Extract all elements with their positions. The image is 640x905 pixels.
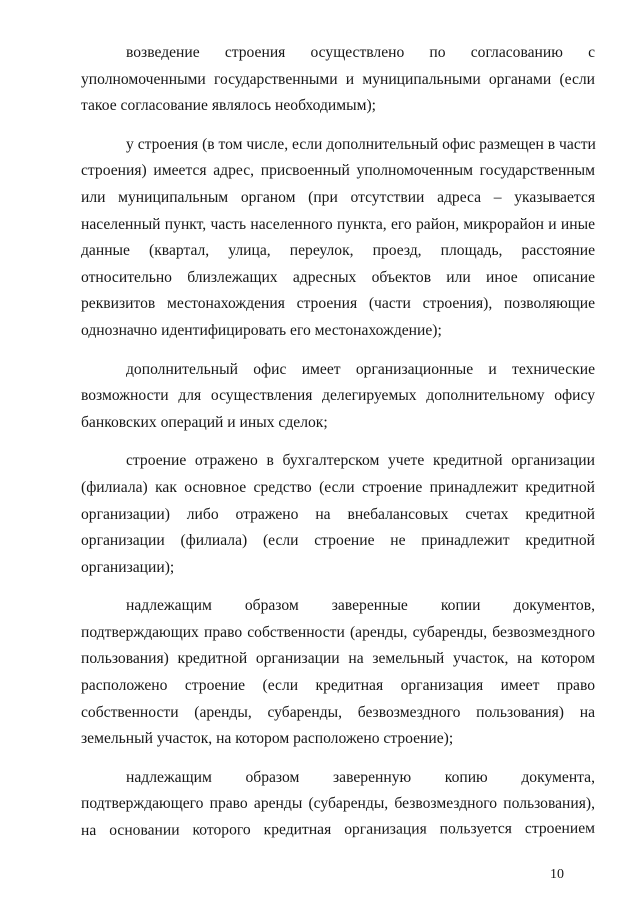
text-line: расположено строение (если кредитная организация имеет право [81, 677, 595, 695]
paragraph-office-capabilities [81, 357, 595, 437]
text-line: надлежащим образом заверенные копии документов, [126, 597, 595, 615]
text-line: (филиала) как основное средство (если строение принадлежит кредитной [81, 478, 595, 496]
text-line: такое согласование являлось необходимым); [81, 97, 377, 115]
text-line: или муниципальным органом (при отсутствии адреса – указывается [81, 188, 595, 206]
text-line: уполномоченными государственными и муниципальными органами (если [81, 70, 595, 88]
text-line: однозначно идентифицировать его местонахождение); [81, 321, 442, 339]
paragraph-building-address [81, 132, 595, 345]
text-line: собственности (аренды, субаренды, безвозмездного пользования) на [81, 703, 595, 721]
text-line: организации) либо отражено на внебалансовых счетах кредитной [81, 505, 595, 523]
text-line: дополнительный офис имеет организационные и технические [126, 360, 595, 378]
text-line: организации); [81, 558, 175, 576]
text-line: надлежащим образом заверенную копию документа, [126, 768, 595, 786]
text-line: организации (филиала) (если строение не принадлежит кредитной [81, 532, 595, 550]
text-line: возведение строения осуществлено по согласованию с [126, 44, 595, 61]
text-line: подтверждающего право аренды (субаренды, безвозмездного пользования), [81, 795, 595, 813]
page-number: 10 [550, 867, 564, 882]
paragraph-construction-approval [81, 40, 595, 120]
paragraph-lease-document [81, 765, 595, 845]
text-line: у строения (в том числе, если дополнительный офис размещен в части [126, 135, 596, 153]
document-body [81, 40, 595, 857]
text-line: на основании которого кредитная организация пользуется строением [80, 819, 596, 840]
text-line: подтверждающих право собственности (аренды, субаренды, безвозмездного [81, 623, 595, 641]
text-line: земельный участок, на котором расположено строение); [81, 730, 454, 748]
text-line: реквизитов местонахождения строения (части строения), позволяющие [81, 295, 595, 313]
text-line: строение отражено в бухгалтерском учете кредитной организации [126, 452, 595, 470]
text-line: банковских операций и иных сделок; [81, 413, 328, 431]
text-line: строения) имеется адрес, присвоенный уполномоченным государственным [81, 162, 595, 180]
text-line: данные (квартал, улица, переулок, проезд, площадь, расстояние [81, 242, 595, 260]
paragraph-accounting-record [81, 448, 595, 581]
text-line: возможности для осуществления делегируемых дополнительному офису [81, 387, 595, 405]
paragraph-land-ownership-documents [81, 593, 595, 753]
text-line: пользования) кредитной организации на земельный участок, на котором [81, 650, 595, 668]
text-line: относительно близлежащих адресных объектов или иное описание [81, 268, 595, 286]
text-line: населенный пункт, часть населенного пункта, его район, микрорайон и иные [81, 215, 595, 233]
